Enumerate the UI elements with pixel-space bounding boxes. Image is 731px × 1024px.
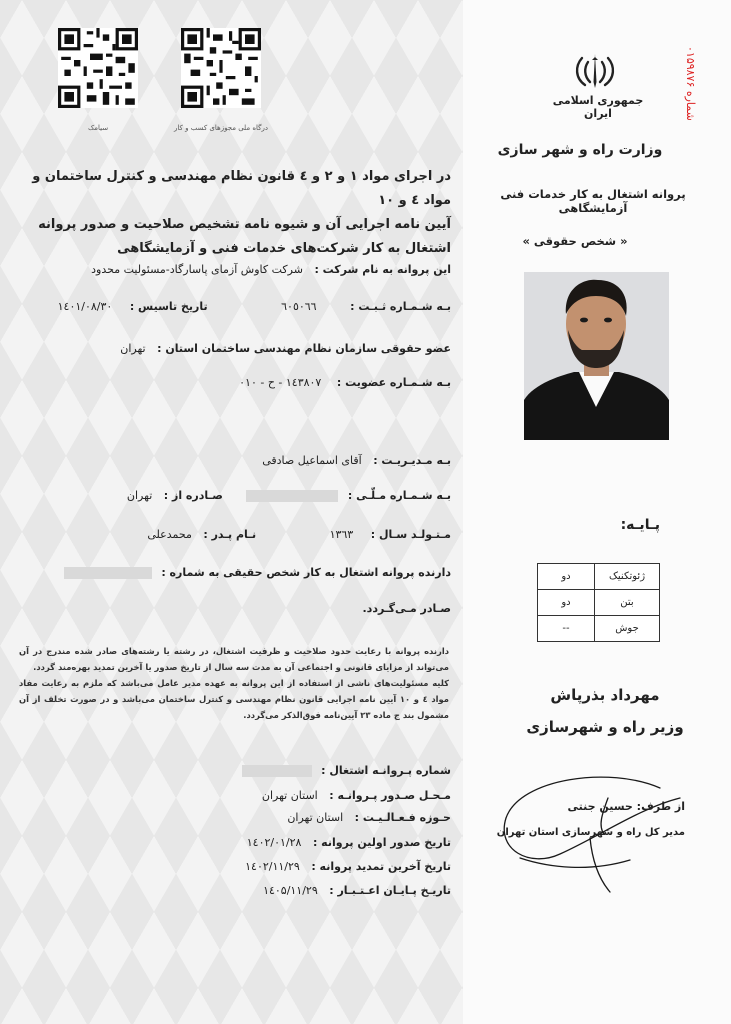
license-number-redacted [242,765,312,777]
holder-row [64,566,451,579]
base-field: ژئوتکنیک [595,564,660,590]
birth-year-label: مـتـولـد سـال : [370,528,451,541]
director-title: مدیر کل راه و شهرسازی استان تهران [496,827,685,838]
national-id-row [127,489,451,502]
minister-title: وزیر راه و شهرسازی [526,718,684,736]
ministry-title: وزارت راه و شهر سازی [497,142,663,158]
terms-p1: دارنده پروانه با رعایت حدود صلاحیت و ظرفیت اشتغال، در رشته یا رشته‌های صادر شده مندرج در آن می‌تواند از مزایای قانونی و اجتماعی آن به مدت سه سال از تاریخ صدور یا آخرین تمدید بهره‌مند گردد. [19,646,449,672]
intro-line-2: آیین نامه اجرایی آن و شیوه نامه تشخیص صلاحیت و صدور پروانه [38,217,451,232]
first-issue-row [247,836,451,849]
qr-icon [181,28,261,108]
base-grade: دو [538,564,595,590]
company-name-label: این پروانه به نام شرکت : [314,263,451,276]
father-name-value: محمدعلی [147,528,192,541]
last-renewal-label: تاریخ آخرین تمدید پروانه : [311,860,451,873]
father-name-label: نـام پـدر : [203,528,257,541]
registration-row [58,300,451,313]
base-grade: دو [538,590,595,616]
activity-area-label: حـوزه فـعـالـیـت : [354,811,451,824]
base-field: بتن [595,590,660,616]
manager-row [262,454,451,467]
intro-line-1: در اجرای مواد ۱ و ۲ و ٤ قانون نظام مهندسی و کنترل ساختمان و مواد ٤ و ۱۰ [32,169,451,208]
activity-area-row [287,811,451,824]
qr-icon [58,28,138,108]
member-label: عضو حقوقی سازمان نظام مهندسی ساختمان استان : [157,342,451,355]
license-title: پروانه اشتغال به کار خدمات فنی آزمایشگاهی [500,187,686,215]
license-number-row [242,764,451,777]
founded-value: ۱٤۰۱/۰۸/۳۰ [57,300,113,313]
qr-caption-business-portal: درگاه ملی مجوزهای کسب و کار [174,124,268,132]
expiry-label: تاریـخ پـایـان اعـتـبـار : [329,884,451,897]
first-issue-label: تاریخ صدور اولین پروانه : [312,836,451,849]
founded-label: تاریخ تاسیس : [129,300,208,313]
manager-label: بـه مـدیـریـت : [373,454,451,467]
issued-statement-row [363,602,452,615]
issue-place-label: مـحـل صـدور پـروانـه : [329,789,451,802]
company-name-row [91,263,451,276]
first-issue-value: ۱٤۰۲/۰۱/۲۸ [246,836,302,849]
holder-license-redacted [64,567,152,579]
birth-year-value: ۱۳٦۳ [329,528,354,541]
base-table [537,563,660,642]
iran-emblem-icon [573,52,617,90]
license-number-label: شماره پـروانـه اشتغال : [321,764,451,777]
issued-from-label: صـادره از : [163,489,223,502]
table-row [538,564,660,590]
birth-row [147,528,451,541]
republic-label: جمهوری اسلامی ایران [552,94,644,120]
base-grade: -- [538,616,595,642]
registration-label: بـه شـمـاره ثـبـت : [350,300,451,313]
membership-row [239,376,451,389]
activity-area-value: استان تهران [287,811,344,824]
national-id-redacted [246,490,338,502]
person-photo-icon [524,272,669,440]
on-behalf: از طرف: حسین جنتی [567,800,685,813]
issued-from-value: تهران [126,489,153,502]
qr-code-siamak [58,28,138,108]
qr-caption-siamak: سیامک [87,124,109,132]
manager-value: آقای اسماعیل صادقی [262,454,362,467]
membership-label: بـه شـمـاره عضویت : [336,376,451,389]
expiry-row [263,884,451,897]
membership-value: ۱٤۳۸۰۷ - ح - ۰۱۰ [239,376,322,389]
last-renewal-value: ۱٤۰۲/۱۱/۲۹ [245,860,300,873]
serial-number: شماره ۰۱۵۹۸۷۶ [684,46,697,121]
issue-place-value: استان تهران [261,789,318,802]
holder-photo [524,272,669,440]
table-row [538,590,660,616]
company-name-value: شرکت کاوش آزمای پاسارگاد-مسئولیت محدود [91,263,303,276]
intro-heading [26,165,451,261]
entity-type: « شخص حقوقی » [522,234,628,248]
table-row [538,616,660,642]
terms-p2: کلیه مسئولیت‌های ناشی از استفاده از این پروانه به عهده مدیر عامل می‌باشد که ملزم به رعایت مفاد مواد ٤ و ۱۰ آیین نامه اجرایی قانون نظام مهندسی و کنترل ساختمان می‌باشد و در صورت تخلف از آن مشمول بند ج ماده ۲۳ آیین‌نامه فوق‌الذکر می‌گردد. [19,678,449,720]
national-id-label: بـه شـمـاره مـلّـی : [347,489,451,502]
member-row [120,342,451,355]
minister-name: مهرداد بذرپاش [550,686,660,704]
base-field: جوش [595,616,660,642]
base-title: پـایـه: [620,517,660,533]
issue-place-row [262,789,451,802]
holder-license-label: دارنده پروانه اشتغال به کار شخص حقیقی به شماره : [161,566,451,579]
terms-paragraph [19,643,449,723]
issued-statement: صـادر مـی‌گـردد. [362,602,451,615]
expiry-value: ۱٤۰۵/۱۱/۲۹ [263,884,318,897]
intro-line-3: اشتغال به کار شرکت‌های خدمات فنی و آزمایشگاهی [117,241,451,256]
member-value: تهران [120,342,146,355]
last-renewal-row [245,860,451,873]
qr-code-business-portal [181,28,261,108]
registration-value: ٦٠٥٠٦٦ [281,300,317,313]
